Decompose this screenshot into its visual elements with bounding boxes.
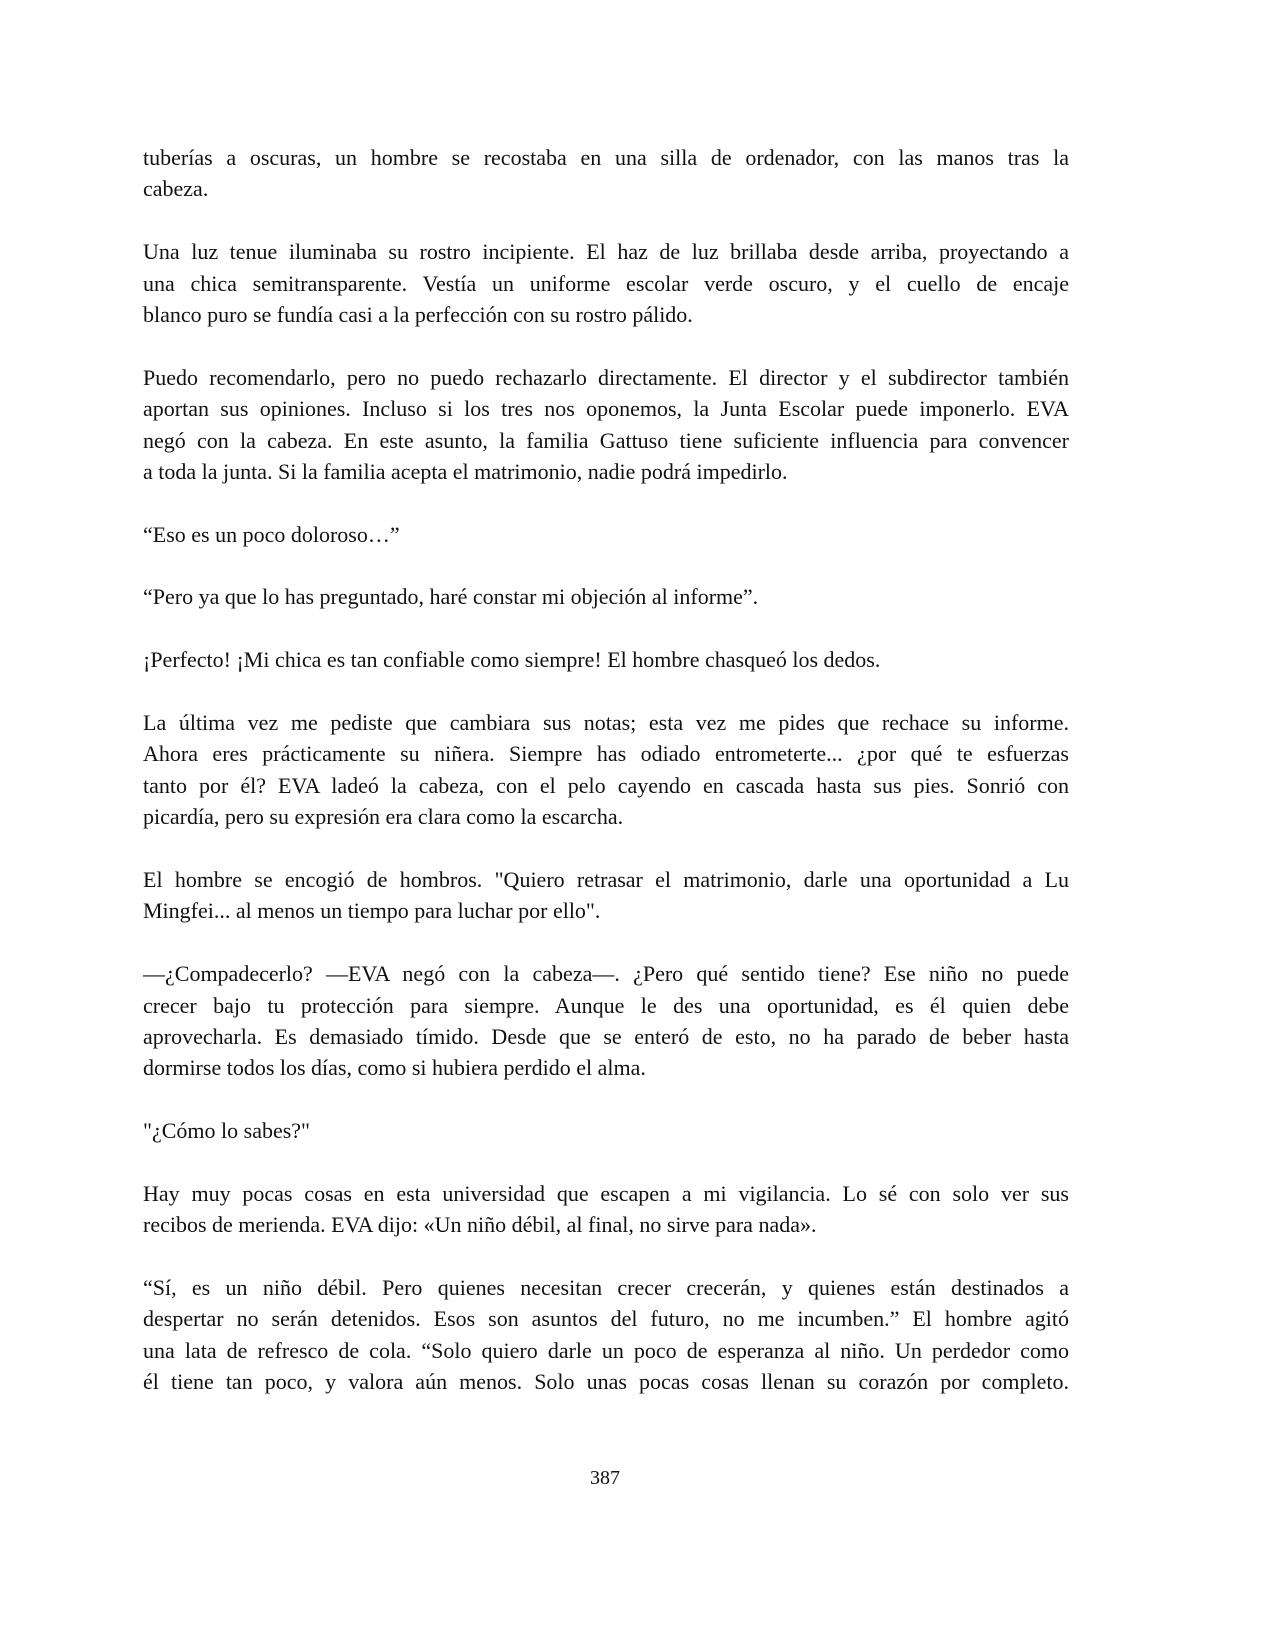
paragraph <box>143 581 1069 612</box>
text-line: ¡Perfecto! ¡Mi chica es tan confiable como siempre! El hombre chasqueó los dedos. <box>143 647 881 673</box>
paragraph <box>143 519 1069 550</box>
paragraph <box>143 644 1069 675</box>
text-line: Ahora eres prácticamente su niñera. Siempre has odiado entrometerte... ¿por qué te esfuerzas <box>143 741 1069 767</box>
text-line: cabeza. <box>143 176 209 202</box>
paragraph <box>143 1178 1069 1241</box>
paragraph <box>143 236 1069 330</box>
text-line: Una luz tenue iluminaba su rostro incipiente. El haz de luz brillaba desde arriba, proyectando a <box>143 239 1069 265</box>
text-line: aportan sus opiniones. Incluso si los tres nos oponemos, la Junta Escolar puede imponerlo. EVA <box>143 396 1069 422</box>
page-number: 387 <box>590 1467 620 1489</box>
text-line: recibos de merienda. EVA dijo: «Un niño débil, al final, no sirve para nada». <box>143 1212 817 1238</box>
text-line: una lata de refresco de cola. “Solo quiero darle un poco de esperanza al niño. Un perdedor como <box>143 1337 1069 1363</box>
text-line: tuberías a oscuras, un hombre se recostaba en una silla de ordenador, con las manos tras la <box>143 145 1069 170</box>
paragraph <box>143 142 1069 205</box>
paragraph <box>143 707 1069 833</box>
text-line: Puedo recomendarlo, pero no puedo rechazarlo directamente. El director y el subdirector también <box>143 364 1069 390</box>
text-line: despertar no serán detenidos. Esos son asuntos del futuro, no me incumben.” El hombre agitó <box>143 1306 1069 1332</box>
text-line: blanco puro se fundía casi a la perfección con su rostro pálido. <box>143 301 693 327</box>
text-line: crecer bajo tu protección para siempre. Aunque le des una oportunidad, es él quien debe <box>143 992 1069 1018</box>
text-line: "¿Cómo lo sabes?" <box>143 1118 311 1144</box>
text-line: aprovecharla. Es demasiado tímido. Desde que se enteró de esto, no ha parado de beber hasta <box>143 1023 1069 1049</box>
text-line: “Sí, es un niño débil. Pero quienes necesitan crecer crecerán, y quienes están destinados a <box>143 1275 1069 1301</box>
text-line: La última vez me pediste que cambiara sus notas; esta vez me pides que rechace su informe. <box>143 710 1069 736</box>
paragraph <box>143 1272 1069 1398</box>
paragraph <box>143 958 1069 1084</box>
text-line: —¿Compadecerlo? —EVA negó con la cabeza—. ¿Pero qué sentido tiene? Ese niño no puede <box>143 961 1069 987</box>
text-line: a toda la junta. Si la familia acepta el matrimonio, nadie podrá impedirlo. <box>143 458 788 484</box>
text-line: dormirse todos los días, como si hubiera perdido el alma. <box>143 1055 646 1081</box>
paragraph <box>143 864 1069 927</box>
text-line: “Eso es un poco doloroso…” <box>143 521 400 547</box>
text-line: él tiene tan poco, y valora aún menos. Solo unas pocas cosas llenan su corazón por completo. <box>143 1369 1069 1395</box>
text-line: picardía, pero su expresión era clara como la escarcha. <box>143 804 624 830</box>
page-body <box>143 142 1069 1429</box>
text-line: El hombre se encogió de hombros. "Quiero retrasar el matrimonio, darle una oportunidad a Lu <box>143 866 1069 892</box>
paragraph <box>143 1115 1069 1146</box>
text-line: Mingfei... al menos un tiempo para luchar por ello". <box>143 898 601 924</box>
text-line: “Pero ya que lo has preguntado, haré constar mi objeción al informe”. <box>143 584 759 610</box>
text-line: negó con la cabeza. En este asunto, la familia Gattuso tiene suficiente influencia para convencer <box>143 427 1069 453</box>
text-line: una chica semitransparente. Vestía un uniforme escolar verde oscuro, y el cuello de encaje <box>143 270 1069 296</box>
text-line: Hay muy pocas cosas en esta universidad que escapen a mi vigilancia. Lo sé con solo ver sus <box>143 1180 1069 1206</box>
text-line: tanto por él? EVA ladeó la cabeza, con el pelo cayendo en cascada hasta sus pies. Sonrió con <box>143 772 1069 798</box>
paragraph <box>143 362 1069 488</box>
